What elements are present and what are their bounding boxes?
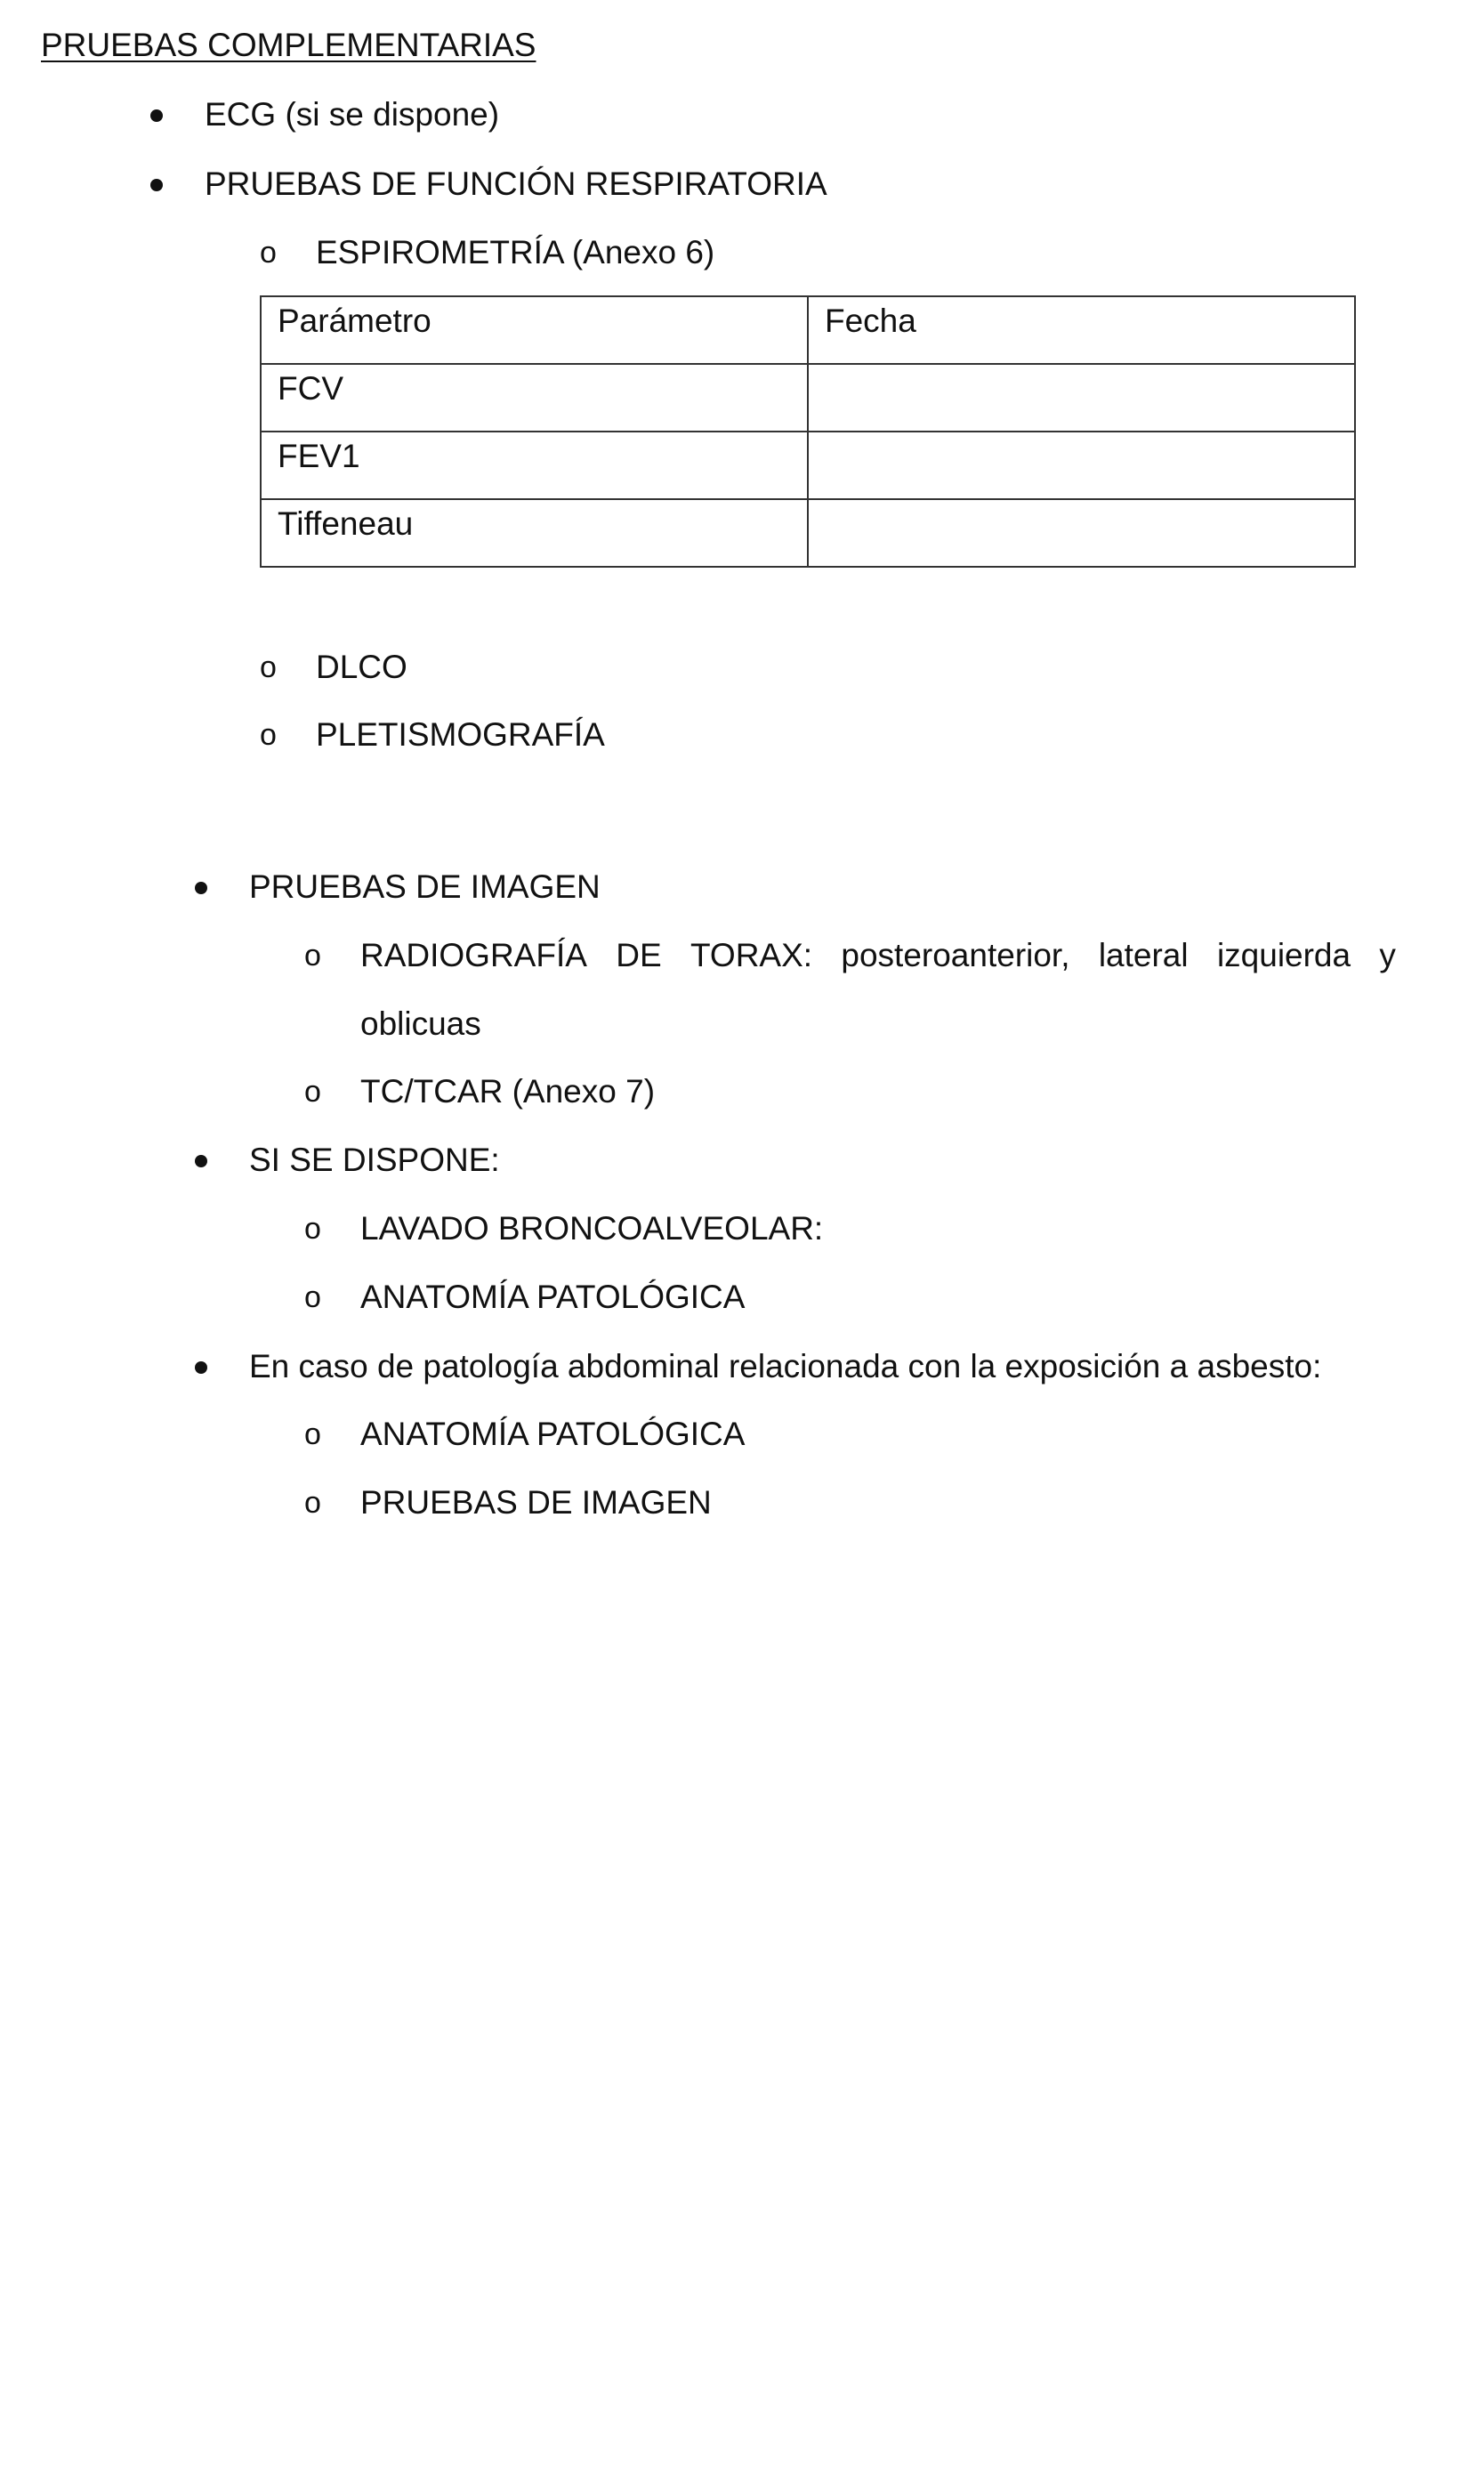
list-item-abdominal: En caso de patología abdominal relacionada con la exposición a asbesto: [249,1348,1322,1384]
word: TORAX: [690,937,813,973]
list-item-anatomia-2: ANATOMÍA PATOLÓGICA [360,1416,746,1452]
bullet-circle-icon: o [304,939,321,973]
table-cell-date [825,432,1354,440]
list-item-tc: TC/TCAR (Anexo 7) [360,1073,656,1110]
word: izquierda [1216,937,1351,973]
list-item-imagen-2: PRUEBAS DE IMAGEN [360,1484,712,1521]
bullet-circle-icon: o [304,1417,321,1451]
list-item-lavado: LAVADO BRONCOALVEOLAR: [360,1210,824,1247]
bullet-dot-icon [150,179,163,191]
table-row [261,499,1355,567]
bullet-dot-icon [195,882,207,894]
word: posteroanterior, [841,937,1070,973]
table-row [261,432,1355,499]
table-cell-parameter: Tiffeneau [278,505,414,542]
bullet-dot-icon [195,1361,207,1374]
list-item-imagen: PRUEBAS DE IMAGEN [249,868,601,905]
bullet-circle-icon: o [304,1280,321,1314]
table-cell-parameter: FCV [278,370,343,407]
bullet-circle-icon: o [260,650,277,684]
list-item-ecg: ECG (si se dispone) [205,96,500,133]
word: DE [616,937,662,973]
bullet-dot-icon [150,109,163,122]
table-cell-date [825,500,1354,507]
bullet-circle-icon: o [260,236,277,270]
list-item-pletismografia: PLETISMOGRAFÍA [316,716,605,753]
list-item-dlco: DLCO [316,649,407,685]
bullet-circle-icon: o [304,1075,321,1109]
bullet-dot-icon [195,1155,207,1167]
list-item-si-se-dispone: SI SE DISPONE: [249,1142,500,1178]
spirometry-table [260,295,1356,568]
bullet-circle-icon: o [304,1212,321,1246]
table-header-fecha: Fecha [825,303,916,339]
table-header-parametro: Parámetro [278,303,431,339]
list-item-funcion-respiratoria: PRUEBAS DE FUNCIÓN RESPIRATORIA [205,165,827,202]
list-item-anatomia-1: ANATOMÍA PATOLÓGICA [360,1279,746,1315]
bullet-circle-icon: o [304,1486,321,1520]
list-item-radiografia-continuation: oblicuas [360,1005,481,1042]
list-item-espirometria: ESPIROMETRÍA (Anexo 6) [316,234,715,270]
word: lateral [1098,937,1189,973]
word: RADIOGRAFÍA [360,937,587,973]
table-cell-parameter: FEV1 [278,438,360,474]
list-item-radiografia [360,939,1396,972]
table-header-row [261,296,1355,364]
word: y [1379,937,1396,973]
table-cell-date [825,365,1354,372]
bullet-circle-icon: o [260,718,277,752]
page-title: PRUEBAS COMPLEMENTARIAS [41,27,536,63]
table-row [261,364,1355,432]
